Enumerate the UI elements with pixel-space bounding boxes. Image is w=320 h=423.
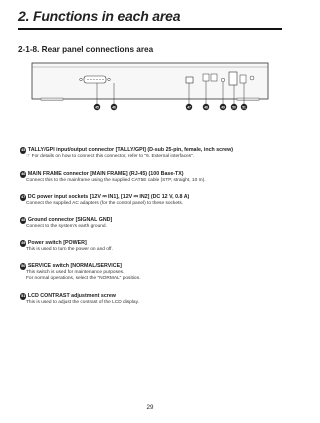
svg-text:45: 45 xyxy=(95,105,99,110)
item-number-badge: 51 xyxy=(21,294,26,299)
item-title: SERVICE switch [NORMAL/SERVICE] xyxy=(27,263,122,269)
callout-48 xyxy=(203,104,209,110)
item-title: MAIN FRAME connector [MAIN FRAME] (RJ-45) (100 Base-TX) xyxy=(27,171,184,177)
item-description: Connect the supplied AC adapters (for the control panel) to these sockets. xyxy=(26,201,184,206)
item-ground xyxy=(20,217,290,230)
item-lcd-contrast xyxy=(20,293,290,306)
panel-foot-right xyxy=(237,98,259,101)
item-dc-power xyxy=(20,194,290,207)
svg-text:50: 50 xyxy=(232,105,236,110)
item-number-badge: 46 xyxy=(21,172,26,177)
dc-input-1 xyxy=(203,74,209,81)
panel-foot-left xyxy=(41,98,63,101)
power-switch xyxy=(229,72,237,85)
item-description: This is used to turn the power on and off. xyxy=(26,247,113,252)
item-title: Power switch [POWER] xyxy=(27,240,87,246)
item-description: ☞ For details on how to connect this connector, refer to "6. External interfaces". xyxy=(26,154,195,159)
service-switch xyxy=(240,75,246,83)
item-description: This switch is used for maintenance purposes. xyxy=(26,270,125,275)
item-description: Connect this to the mainframe using the supplied CAT5E cable (STP, straight, 10 m). xyxy=(26,178,206,183)
page-header xyxy=(18,8,282,28)
callout-49 xyxy=(220,104,226,110)
callout-47 xyxy=(186,104,192,110)
callout-51 xyxy=(241,104,247,110)
dc-input-2 xyxy=(211,74,217,81)
item-number-badge: 50 xyxy=(21,264,26,269)
item-title: Ground connector [SIGNAL GND] xyxy=(27,217,113,223)
item-number-badge: 49 xyxy=(21,241,26,246)
svg-text:49: 49 xyxy=(221,105,225,110)
chapter-title: 2. Functions in each area xyxy=(18,8,181,24)
svg-text:47: 47 xyxy=(187,105,191,110)
item-description: For normal operations, select the "NORMAL" position. xyxy=(26,276,141,282)
main-frame-port xyxy=(186,77,193,83)
item-title: TALLY/GPI input/output connector [TALLY/GPI] (D-sub 25-pin, female, inch screw) xyxy=(27,147,234,153)
item-number-badge: 45 xyxy=(21,148,26,153)
item-number-badge: 48 xyxy=(21,218,26,223)
item-power-switch xyxy=(20,240,290,253)
item-title: LCD CONTRAST adjustment screw xyxy=(27,293,116,299)
svg-text:51: 51 xyxy=(242,105,246,110)
item-tally-gpi xyxy=(20,147,290,160)
callout-50 xyxy=(231,104,237,110)
item-description: Connect to the system's earth ground. xyxy=(26,224,107,229)
page-number: 29 xyxy=(146,404,154,411)
header-rule xyxy=(18,28,282,30)
item-description: This is used to adjust the contrast of the LCD display. xyxy=(26,300,139,305)
connector-screw-left xyxy=(80,78,83,81)
lcd-contrast-screw xyxy=(250,76,254,80)
item-main-frame xyxy=(20,171,290,184)
item-number-badge: 47 xyxy=(21,195,26,200)
section-title: 2-1-8. Rear panel connections area xyxy=(18,45,154,54)
ground-terminal xyxy=(221,78,225,82)
svg-text:48: 48 xyxy=(204,105,208,110)
svg-text:46: 46 xyxy=(112,105,116,110)
callout-46 xyxy=(111,104,117,110)
rear-panel-diagram xyxy=(31,60,269,118)
item-title: DC power input sockets [12V ⎓ IN1], [12V ⎓ IN2] (DC 12 V, 0.8 A) xyxy=(27,194,190,200)
item-service-switch xyxy=(20,263,290,282)
callout-45 xyxy=(94,104,100,110)
connector-screw-right xyxy=(108,78,111,81)
